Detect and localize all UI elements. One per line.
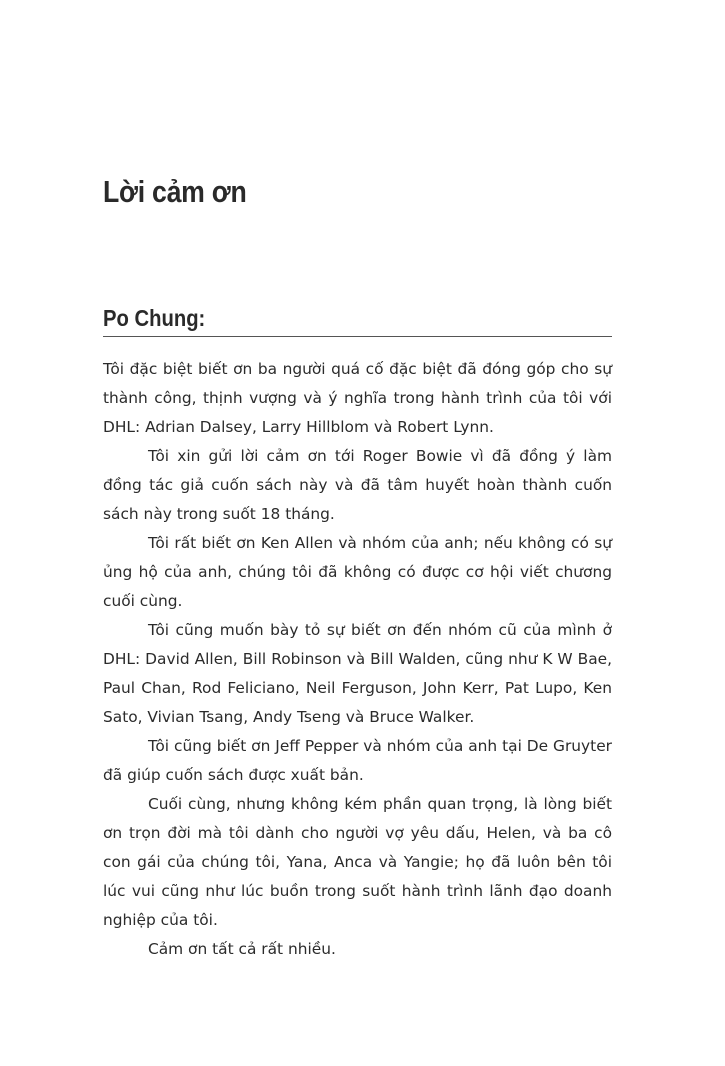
paragraph: Cảm ơn tất cả rất nhiều. xyxy=(148,940,336,958)
paragraph: Tôi cũng muốn bày tỏ sự biết ơn đến nhóm cũ của mình ở DHL: David Allen, Bill Robinson và Bill Walden, cũng như K W Bae, Paul Chan, Rod Feliciano, Neil Ferguson, John Kerr, Pat Lupo, Ken Sato, Vivian Tsang, Andy Tseng và Bruce Walker. xyxy=(103,621,612,726)
section-divider xyxy=(103,336,612,337)
acknowledgements-body xyxy=(103,355,612,964)
paragraph: Cuối cùng, nhưng không kém phần quan trọng, là lòng biết ơn trọn đời mà tôi dành cho người vợ yêu dấu, Helen, và ba cô con gái của chúng tôi, Yana, Anca và Yangie; họ đã luôn bên tôi lúc vui cũng như lúc buồn trong suốt hành trình lãnh đạo doanh nghiệp của tôi. xyxy=(103,795,612,929)
page-title: Lời cảm ơn xyxy=(103,174,247,209)
section-heading: Po Chung: xyxy=(103,305,206,331)
paragraph: Tôi đặc biệt biết ơn ba người quá cố đặc biệt đã đóng góp cho sự thành công, thịnh vượng và ý nghĩa trong hành trình của tôi với DHL: Adrian Dalsey, Larry Hillblom và Robert Lynn. xyxy=(103,360,612,436)
paragraph: Tôi xin gửi lời cảm ơn tới Roger Bowie vì đã đồng ý làm đồng tác giả cuốn sách này và đã tâm huyết hoàn thành cuốn sách này trong suốt 18 tháng. xyxy=(103,447,612,523)
paragraph: Tôi cũng biết ơn Jeff Pepper và nhóm của anh tại De Gruyter đã giúp cuốn sách được xuất bản. xyxy=(103,737,612,784)
paragraph: Tôi rất biết ơn Ken Allen và nhóm của anh; nếu không có sự ủng hộ của anh, chúng tôi đã không có được cơ hội viết chương cuối cùng. xyxy=(103,534,612,610)
